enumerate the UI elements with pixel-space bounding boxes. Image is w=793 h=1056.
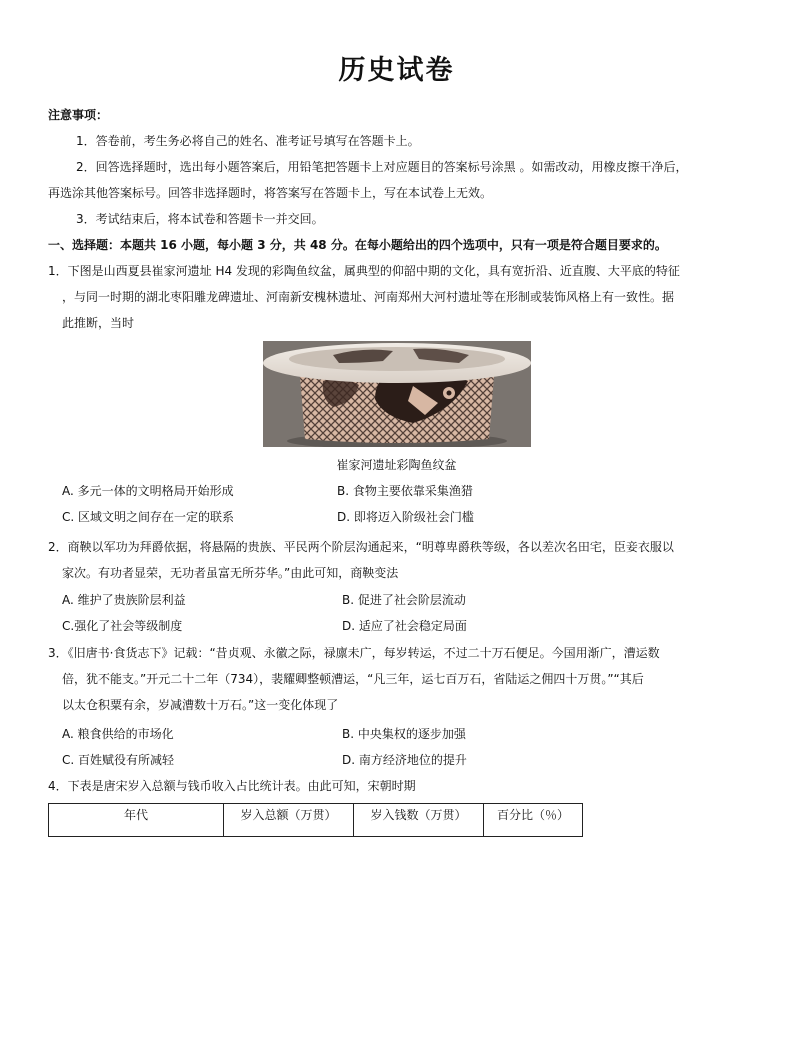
q3-option-d: D. 南方经济地位的提升 <box>342 753 467 767</box>
q2-option-d: D. 适应了社会稳定局面 <box>342 619 467 633</box>
q1-option-b: B. 食物主要依靠采集渔猎 <box>337 484 473 498</box>
q2-stem-line-2: 家次。有功者显荣，无功者虽富无所芬华。”由此可知，商鞅变法 <box>62 566 399 580</box>
q3-option-a: A. 粮食供给的市场化 <box>62 727 174 741</box>
table-header-era: 年代 <box>49 804 224 837</box>
notice-item-2-line-1: 2．回答选择题时，选出每小题答案后，用铅笔把答题卡上对应题目的答案标号涂黑 。如需改动，用橡皮擦干净后， <box>76 160 688 174</box>
notice-item-3: 3．考试结束后，将本试卷和答题卡一并交回。 <box>76 212 324 226</box>
table-header-cash-revenue: 岁入钱数（万贯） <box>354 804 484 837</box>
q1-option-d: D. 即将迈入阶级社会门槛 <box>337 510 474 524</box>
q1-stem-line-2: ，与同一时期的湖北枣阳雕龙碑遗址、河南新安槐林遗址、河南郑州大河村遗址等在形制或装饰风格上有一致性。据 <box>62 290 675 304</box>
q2-option-b: B. 促进了社会阶层流动 <box>342 593 466 607</box>
table-header-total-revenue: 岁入总额（万贯） <box>224 804 354 837</box>
q2-option-c: C.强化了社会等级制度 <box>62 619 183 633</box>
pottery-basin-illustration <box>263 341 531 447</box>
q3-option-c: C. 百姓赋役有所减轻 <box>62 753 175 767</box>
notice-item-1: 1．答卷前，考生务必将自己的姓名、准考证号填写在答题卡上。 <box>76 134 420 148</box>
notice-item-2-line-2: 再选涂其他答案标号。回答非选择题时，将答案写在答题卡上，写在本试卷上无效。 <box>48 186 493 200</box>
notice-heading: 注意事项： <box>48 108 109 122</box>
q4-stem-line-1: 4．下表是唐宋岁入总额与钱币收入占比统计表。由此可知，宋朝时期 <box>48 779 416 793</box>
q1-stem-line-1: 1．下图是山西夏县崔家河遗址 H4 发现的彩陶鱼纹盆，属典型的仰韶中期的文化，具有宽折沿、近直腹、大平底的特征 <box>48 264 680 278</box>
figure-caption: 崔家河遗址彩陶鱼纹盆 <box>336 458 457 472</box>
q2-stem-line-1: 2．商鞅以军功为拜爵依据，将悬隔的贵族、平民两个阶层沟通起来，“明尊卑爵秩等级，各以差次名田宅，臣妾衣服以 <box>48 540 674 554</box>
q1-option-c: C. 区域文明之间存在一定的联系 <box>62 510 235 524</box>
q1-option-a: A. 多元一体的文明格局开始形成 <box>62 484 234 498</box>
revenue-statistics-table <box>48 803 583 837</box>
table-header-row <box>49 804 583 837</box>
page-title: 历史试卷 <box>338 55 455 86</box>
q1-stem-line-3: 此推断，当时 <box>62 316 135 330</box>
q2-option-a: A. 维护了贵族阶层利益 <box>62 593 186 607</box>
q3-stem-line-2: 倍，犹不能支。”开元二十二年（734），裴耀卿整顿漕运，“凡三年，运七百万石，省陆运之佣四十万贯。”“其后 <box>62 672 644 686</box>
q3-stem-line-3: 以太仓积粟有余，岁减漕数十万石。”这一变化体现了 <box>62 698 339 712</box>
painted-pottery-fish-basin-image <box>263 341 531 447</box>
section-1-heading: 一、选择题：本题共 16 小题，每小题 3 分，共 48 分。在每小题给出的四个选项中，只有一项是符合题目要求的。 <box>48 238 667 252</box>
q3-option-b: B. 中央集权的逐步加强 <box>342 727 466 741</box>
table-header-percentage: 百分比（％） <box>484 804 583 837</box>
q3-stem-line-1: 3．《旧唐书·食货志下》记载：“昔贞观、永徽之际，禄廪未广，每岁转运，不过二十万石便足。今国用渐广，漕运数 <box>48 646 660 660</box>
